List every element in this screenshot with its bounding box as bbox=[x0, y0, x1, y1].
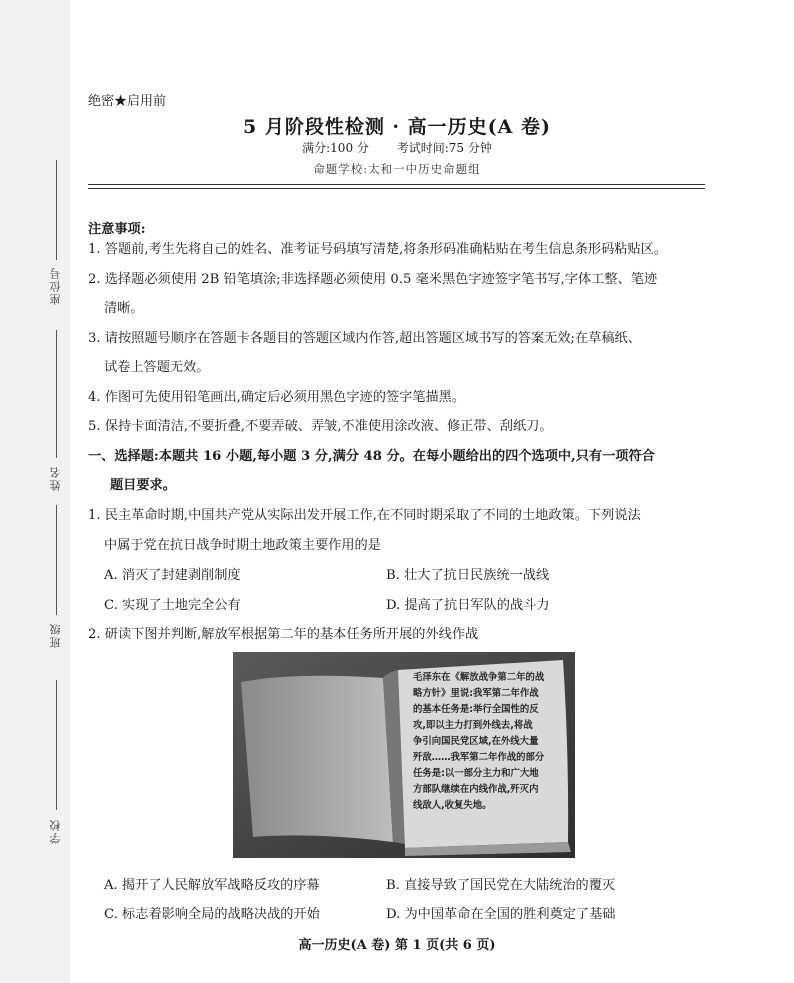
setter-school: 命题学校:太和一中历史命题组 bbox=[313, 162, 481, 176]
note-4: 4. 作图可先使用铅笔画出,确定后必须用黑色字迹的签字笔描黑。 bbox=[88, 390, 466, 405]
q2-option-a: A. 揭开了人民解放军战略反攻的序幕 bbox=[104, 878, 320, 893]
exam-time: 考试时间:75 分钟 bbox=[396, 141, 492, 155]
page-footer: 高一历史(A 卷) 第 1 页(共 6 页) bbox=[298, 938, 496, 953]
note-2b: 清晰。 bbox=[104, 301, 144, 316]
section-heading: 一、选择题:本题共 16 小题,每小题 3 分,满分 48 分。在每小题给出的四个选项中,只有一项符合 bbox=[88, 449, 655, 464]
name-line bbox=[56, 330, 57, 458]
notes-heading: 注意事项: bbox=[88, 222, 146, 237]
figure-line-9: 线敌人,收复失地。 bbox=[413, 800, 492, 811]
confidential-mark: 绝密★启用前 bbox=[88, 94, 167, 109]
seat-number-label: 座位号 bbox=[49, 266, 62, 305]
note-3b: 试卷上答题无效。 bbox=[104, 360, 210, 375]
q1-option-a: A. 消灭了封建剥削制度 bbox=[104, 568, 241, 583]
q1-option-d: D. 提高了抗日军队的战斗力 bbox=[386, 598, 550, 613]
q2-option-c: C. 标志着影响全局的战略决战的开始 bbox=[104, 907, 320, 922]
full-score: 满分:100 分 bbox=[302, 141, 369, 155]
left-page bbox=[241, 676, 393, 842]
figure-line-2: 略方针》里说:我军第二年作战 bbox=[413, 688, 539, 699]
figure-line-4: 攻,即以主力打到外线去,将战 bbox=[413, 720, 533, 731]
name-label: 姓名 bbox=[49, 465, 62, 491]
exam-title: 5 月阶段性检测 · 高一历史(A 卷) bbox=[242, 116, 552, 138]
q2-option-b: B. 直接导致了国民党在大陆统治的覆灭 bbox=[386, 878, 616, 893]
school-line bbox=[56, 680, 57, 810]
note-1: 1. 答题前,考生先将自己的姓名、准考证号码填写清楚,将条形码准确粘贴在考生信息条形码粘贴区。 bbox=[88, 242, 668, 257]
q2-option-d: D. 为中国革命在全国的胜利奠定了基础 bbox=[386, 907, 616, 922]
class-label: 班级 bbox=[49, 622, 62, 648]
q1-option-c: C. 实现了土地完全公有 bbox=[104, 598, 241, 613]
note-3a: 3. 请按照题号顺序在答题卡各题目的答题区域内作答,超出答题区域书写的答案无效;在草稿纸、 bbox=[88, 331, 641, 346]
figure-line-3: 的基本任务是:举行全国性的反 bbox=[413, 704, 539, 715]
q1-stem-2: 中属于党在抗日战争时期土地政策主要作用的是 bbox=[104, 538, 381, 553]
figure-line-1: 毛泽东在《解放战争第二年的战 bbox=[413, 672, 545, 683]
note-2a: 2. 选择题必须使用 2B 铅笔填涂;非选择题必须使用 0.5 毫米黑色字迹签字笔书写,字体工整、笔迹 bbox=[88, 272, 658, 287]
figure-line-6: 歼敌……我军第二年作战的部分 bbox=[413, 752, 545, 763]
q1-option-b: B. 壮大了抗日民族统一战线 bbox=[386, 568, 550, 583]
class-line bbox=[56, 505, 57, 615]
school-label: 学校 bbox=[49, 818, 62, 844]
exam-meta bbox=[0, 139, 794, 156]
book-figure bbox=[233, 652, 575, 858]
figure-line-8: 方部队继续在内线作战,歼灭内 bbox=[413, 784, 539, 795]
figure-line-5: 争引向国民党区域,在外线大量 bbox=[413, 736, 539, 747]
q2-stem: 2. 研读下图并判断,解放军根据第二年的基本任务所开展的外线作战 bbox=[88, 627, 479, 642]
header-rule-top bbox=[88, 184, 705, 185]
figure-line-7: 任务是:以一部分主力和广大地 bbox=[413, 768, 539, 779]
header-rule-bottom bbox=[88, 188, 705, 189]
note-5: 5. 保持卡面清洁,不要折叠,不要弄破、弄皱,不准使用涂改液、修正带、刮纸刀。 bbox=[88, 419, 553, 434]
section-heading-cont: 题目要求。 bbox=[110, 478, 176, 493]
q1-stem-1: 1. 民主革命时期,中国共产党从实际出发开展工作,在不同时期采取了不同的土地政策。下列说法 bbox=[88, 508, 641, 523]
